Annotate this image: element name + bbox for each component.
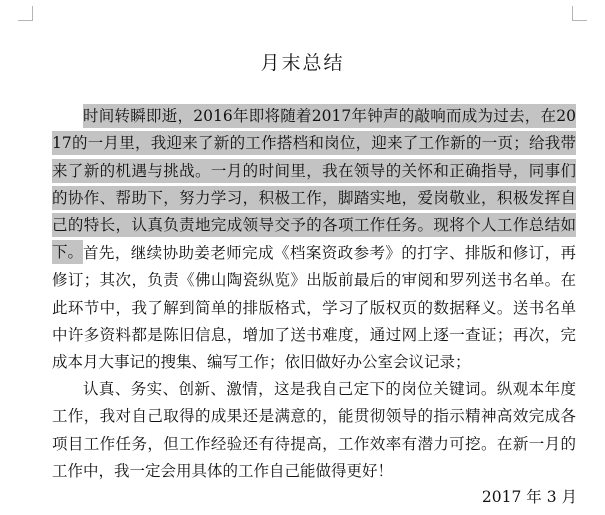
selected-text-highlight[interactable]: 时间转瞬即逝，2016年即将随着2017年钟声的敲响而成为过去，在2017的一月里，我迎来了新的工作搭档和岗位，迎来了工作新的一页；给我带来了新的机遇与挑战。一月的时间里，我在领导的关怀和正确指导，同事们的协作、帮助下，努力学习，积极工作，脚踏实地，爱岗敬业，积极发挥自己的特长，认真负责地完成领导交予的各项工作任务。现将个人工作总结如下。 <box>52 104 576 264</box>
paragraph-work-items[interactable]: 首先，继续协助姜老师完成《档案资政参考》的打字、排版和修订，再修订；其次，负责《佛山陶瓷纵览》出版前最后的审阅和罗列送书名单。在此环节中，我了解到简单的排版格式，学习了版权页的数据释义。送书名单中许多资料都是陈旧信息，增加了送书难度，通过网上逐一查证；再次，完成本月大事记的搜集、编写工作；依旧做好办公室会议记录； <box>52 244 576 372</box>
page-corner-mark-top-right <box>572 6 587 21</box>
page-corner-mark-top-left <box>18 6 33 21</box>
document-title: 月末总结 <box>260 52 345 74</box>
document-date: 2017 年 3 月 <box>481 488 577 506</box>
paragraph-conclusion[interactable]: 认真、务实、创新、激情，这是我自己定下的岗位关键词。纵观本年度工作，我对自己取得的成果还是满意的，能贯彻领导的指示精神高效完成各项目工作任务，但工作经验还有待提高，工作效率有潜力可挖。在新一月的工作中，我一定会用具体的工作自己能做得更好！ <box>52 380 576 480</box>
